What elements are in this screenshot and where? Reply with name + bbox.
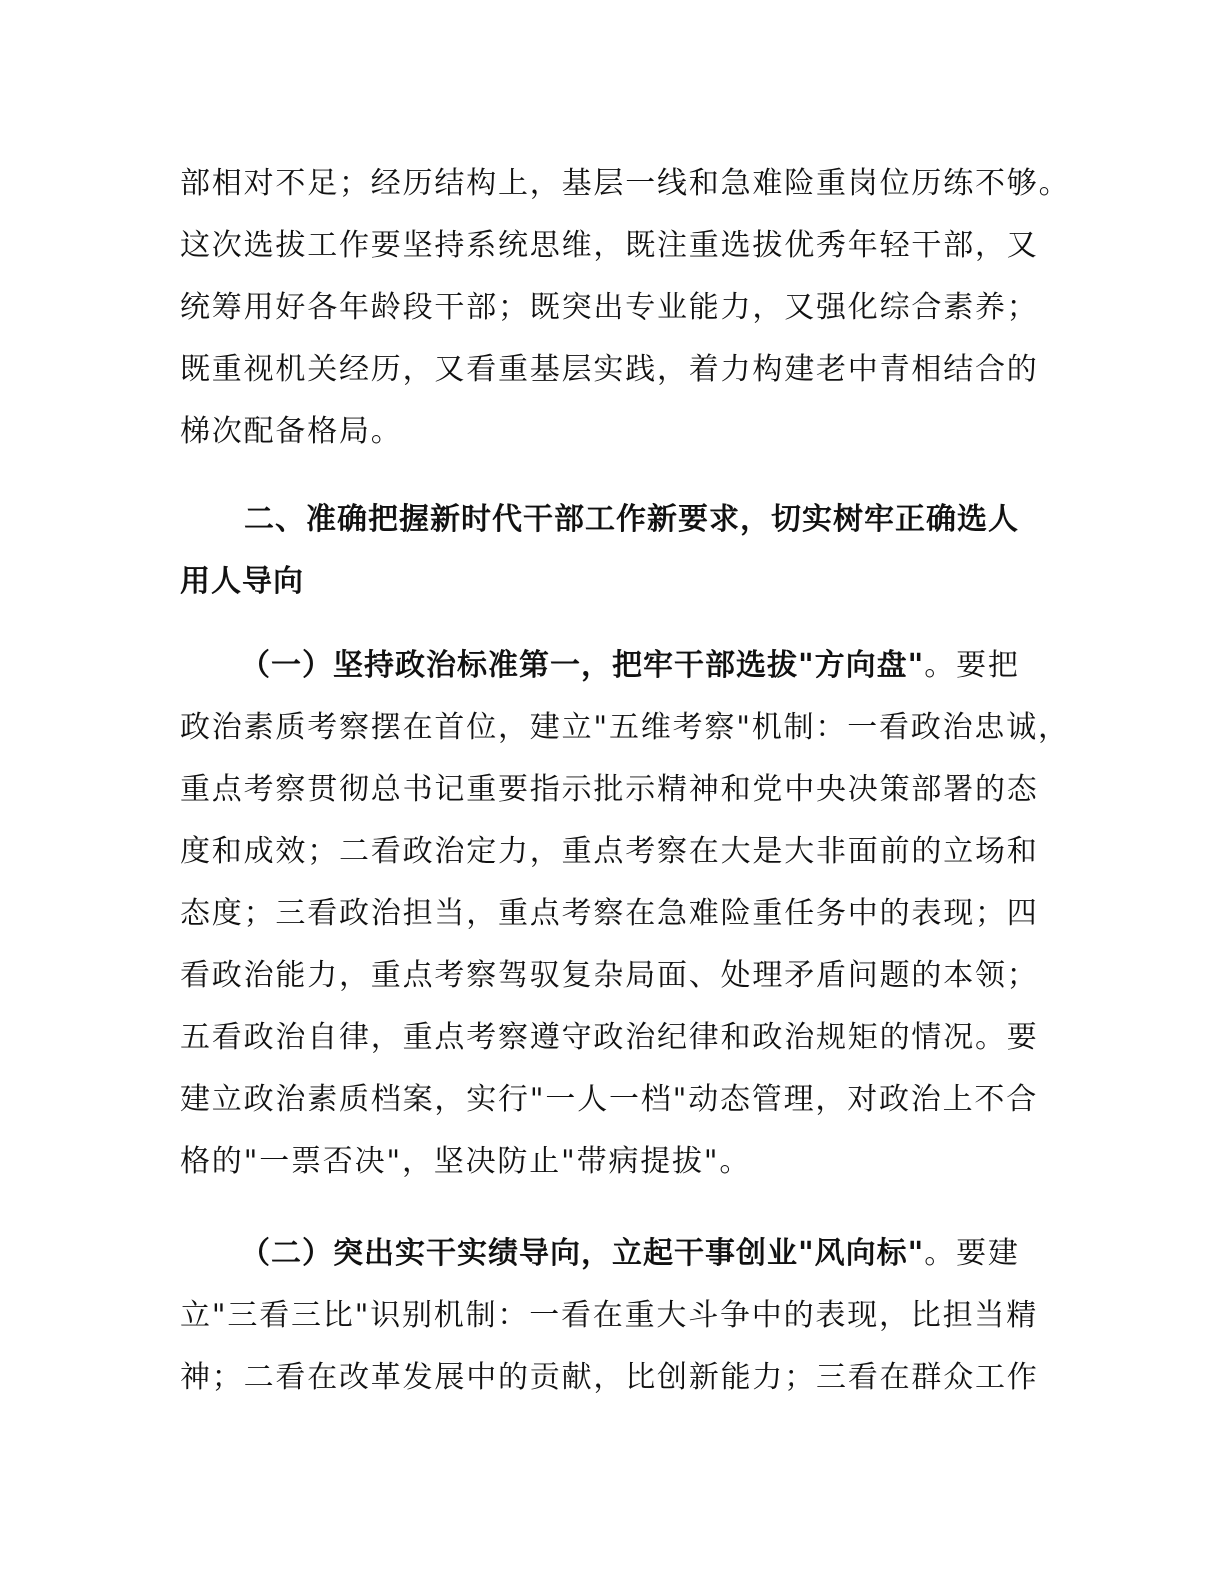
subsection-first-line-rest: 。要把 bbox=[924, 648, 1020, 683]
subsection-first-line bbox=[240, 1234, 1020, 1274]
heading-line: 用人导向 bbox=[180, 564, 304, 599]
text-line: 神；二看在改革发展中的贡献，比创新能力；三看在群众工作 bbox=[180, 1360, 1039, 1395]
subsection-title: （二）突出实干实绩导向，立起干事创业"风向标" bbox=[240, 1236, 925, 1271]
text-line: 格的"一票否决"，坚决防止"带病提拔"。 bbox=[180, 1144, 752, 1179]
text-line: 五看政治自律，重点考察遵守政治纪律和政治规矩的情况。要 bbox=[180, 1020, 1039, 1055]
text-line: 统筹用好各年龄段干部；既突出专业能力，又强化综合素养； bbox=[180, 290, 1039, 325]
text-line: 部相对不足；经历结构上，基层一线和急难险重岗位历练不够。 bbox=[180, 166, 1071, 201]
text-line: 度和成效；二看政治定力，重点考察在大是大非面前的立场和 bbox=[180, 834, 1039, 869]
text-line: 态度；三看政治担当，重点考察在急难险重任务中的表现；四 bbox=[180, 896, 1039, 931]
text-line: 梯次配备格局。 bbox=[180, 414, 403, 449]
text-line: 政治素质考察摆在首位，建立"五维考察"机制：一看政治忠诚， bbox=[180, 710, 1070, 745]
text-line: 既重视机关经历，又看重基层实践，着力构建老中青相结合的 bbox=[180, 352, 1039, 387]
text-line: 看政治能力，重点考察驾驭复杂局面、处理矛盾问题的本领； bbox=[180, 958, 1039, 993]
text-line: 重点考察贯彻总书记重要指示批示精神和党中央决策部署的态 bbox=[180, 772, 1039, 807]
text-line: 立"三看三比"识别机制：一看在重大斗争中的表现，比担当精 bbox=[180, 1298, 1038, 1333]
heading-line: 二、准确把握新时代干部工作新要求，切实树牢正确选人 bbox=[244, 502, 1019, 537]
subsection-title: （一）坚持政治标准第一，把牢干部选拔"方向盘" bbox=[240, 648, 925, 683]
text-line: 这次选拔工作要坚持系统思维，既注重选拔优秀年轻干部，又 bbox=[180, 228, 1039, 263]
subsection-first-line bbox=[240, 646, 1020, 686]
text-line: 建立政治素质档案，实行"一人一档"动态管理，对政治上不合 bbox=[180, 1082, 1038, 1117]
subsection-first-line-rest: 。要建 bbox=[924, 1236, 1020, 1271]
